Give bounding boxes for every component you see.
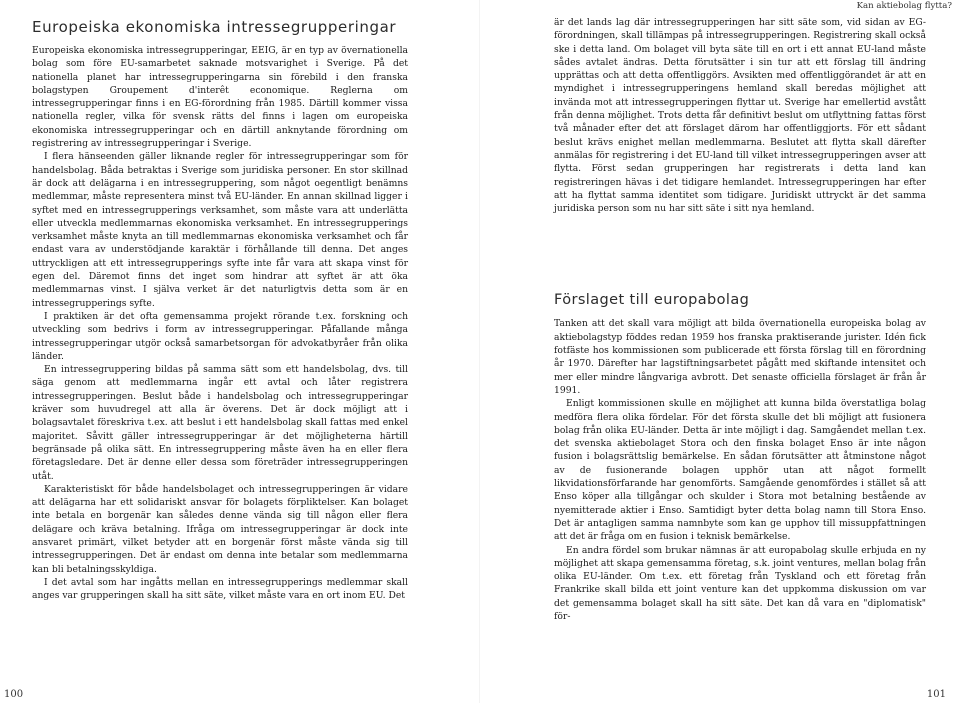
body-paragraph: En intressegruppering bildas på samma sätt som ett handelsbolag, dvs. till säga genom att medlemmarna ingår ett avtal och låter registrera intressegrupperingen. Beslut både i handelsbolag och intressegrupperingar kräver som huvudregel att alla är överens. Det är dock möjligt att i bolagsavtalet föreskriva t.ex. att beslut i ett handelsbolag skall fattas med enkel majoritet. Såvitt gäller intressegrupperingar är det möjligheterna härtill begränsade på olika sätt. En intressegruppering måste även ha en eller flera företagsledare. Det är denne eller dessa som företräder intressegrupperingen utåt. bbox=[32, 364, 408, 482]
running-head: Kan aktiebolag flytta? bbox=[856, 1, 952, 11]
body-paragraph: Karakteristiskt för både handelsbolaget och intressegrupperingen är vidare att delägarna har ett solidariskt ansvar för bolagets förpliktelser. Kan bolaget inte betala en borgenär kan således denne vända sig till någon eller flera delägare och kräva betalning. Ifråga om intressegrupperingar är dock inte ansvaret primärt, vilket betyder att en borgenär först måste vända sig till intressegrupperingen. Det är endast om denna inte betalar som medlemmarna kan bli betalningsskyldiga. bbox=[32, 483, 408, 575]
body-paragraph: I flera hänseenden gäller liknande regler för intressegrupperingar som för handelsbolag. Båda betraktas i Sverige som juridiska personer. En stor skillnad är dock att delägarna i en intressegruppering, som något oegentligt benämns medlemmar, måste representera minst två EU-länder. En annan skillnad ligger i syftet med en intressegrupperings verksamhet, som måste vara att underlätta eller utveckla medlemmarnas ekonomiska verksamhet. En intressegrupperings verksamhet måste knyta an till medlemmarnas ekonomiska verksamhet och får endast vara av understödjande karaktär i förhållande till denna. Det anges uttryckligen att ett intressegrupperings syfte inte får vara att skapa vinst för egen del. Däremot finns det inget som hindrar att syftet är att öka medlemmarnas vinst. I själva verket är det naturligtvis detta som är en intressegrupperings syfte. bbox=[32, 151, 408, 309]
page-number-left: 100 bbox=[4, 689, 24, 700]
body-paragraph: är det lands lag där intressegrupperingen har sitt säte som, vid sidan av EG-förordningen, skall tillämpas på intressegrupperingen. Registrering skall också ske i detta land. Om bolaget vill byta säte till en ort i ett annat EU-land måste sådes avtalet ändras. Detta förutsätter i sin tur att ett förslag till ändring upprättas och att detta offentliggörs. Avsikten med offentliggörandet är att en myndighet i intressegrupperingens hemland skall beredas möjlighet att invända mot att intressegrupperingen flyttar ut. Sverige har emellertid avstått från denna möjlighet. Trots detta får definitivt beslut om utflyttning fattas först två månader efter det att förslaget därom har offentliggjorts. För ett sådant beslut krävs enighet mellan medlemmarna. Beslutet att flytta skall därefter anmälas för registrering i det EU-land till vilket intressegrupperingen avser att flytta. Först sedan grupperingen har registrerats i detta land kan registreringen hävas i det tidigare hemlandet. Intressegrupperingen har efter att ha flyttat samma identitet som tidigare. Juridiskt uttryckt är det samma juridiska person som nu har sitt säte i sitt nya hemland. bbox=[554, 17, 926, 215]
body-paragraph: I det avtal som har ingåtts mellan en intressegrupperings medlemmar skall anges var grupperingen skall ha sitt säte, vilket måste vara en ort inom EU. Det bbox=[32, 576, 408, 602]
body-paragraph: I praktiken är det ofta gemensamma projekt rörande t.ex. forskning och utveckling som bedrivs i form av intressegrupperingar. Påfallande många intressegrupperingar utgör också samarbetsorgan för advokatbyråer från olika länder. bbox=[32, 310, 408, 362]
body-paragraph: Europeiska ekonomiska intressegrupperingar, EEIG, är en typ av övernationella bolag som före EU-samarbetet saknade motsvarighet i Sverige. På det nationella planet har intressegrupperingarna sin förebild i den franska bolagstypen Groupement d'interêt economique. Reglerna om intressegrupperingar finns i en EG-förordning från 1985. Därtill kommer vissa nationella regler, vilka för svensk rätts del finns i lagen om europeiska ekonomiska intressegrupperingar och en därtill anknytande förordning om registrering av intressegrupperingar i Sverige. bbox=[32, 45, 408, 150]
section-title: Förslaget till europabolag bbox=[554, 292, 750, 309]
left-column bbox=[32, 18, 408, 602]
body-paragraph: En andra fördel som brukar nämnas är att europabolag skulle erbjuda en ny möjlighet att skapa gemensamma företag, s.k. joint ventures, mellan bolag från olika EU-länder. Om t.ex. ett företag från Tyskland och ett företag från Frankrike skall bilda ett joint venture kan det uppkomma diskussion om var det gemensamma bolaget skall ha sitt säte. Det kan då vara en "diplomatisk" för- bbox=[554, 544, 926, 622]
page-number-right: 101 bbox=[926, 689, 946, 700]
right-page bbox=[480, 0, 960, 703]
body-paragraph: Enligt kommissionen skulle en möjlighet att kunna bilda överstatliga bolag medföra flera olika fördelar. För det första skulle det bli möjligt att fusionera bolag från olika EU-länder. Detta är inte möjligt i dag. Samgåendet mellan t.ex. det svenska aktiebolaget Stora och den finska bolaget Enso är inte någon fusion i bolagsrättslig bemärkelse. En sådan förutsätter att åtminstone något av de fusionerande bolagen upphör utan att något formellt likvidationsförfarande har genomförts. Samgående genomfördes i stället så att Enso köper alla tillgångar och skulder i Stora mot betalning bestående av nyemitterade aktier i Enso. Samtidigt byter detta bolag namn till Stora Enso. Det är antagligen samma namnbyte som kan ge upphov till missuppfattningen att det är fråga om en fusion i teknisk bemärkelse. bbox=[554, 398, 926, 543]
body-paragraph: Tanken att det skall vara möjligt att bilda övernationella europeiska bolag av aktiebolagstyp föddes redan 1959 hos franska praktiserande jurister. Idén fick fotfäste hos kommissionen som publicerade ett första förslag till en förordning år 1970. Därefter har lagstiftningsarbetet pågått med skiftande intensitet och mer eller mindre långvariga avbrott. Det senaste officiella förslaget är från år 1991. bbox=[554, 318, 926, 396]
right-column bbox=[554, 16, 926, 623]
section-gap bbox=[554, 215, 926, 291]
chapter-title: Europeiska ekonomiska intressegrupperingar bbox=[32, 18, 397, 36]
